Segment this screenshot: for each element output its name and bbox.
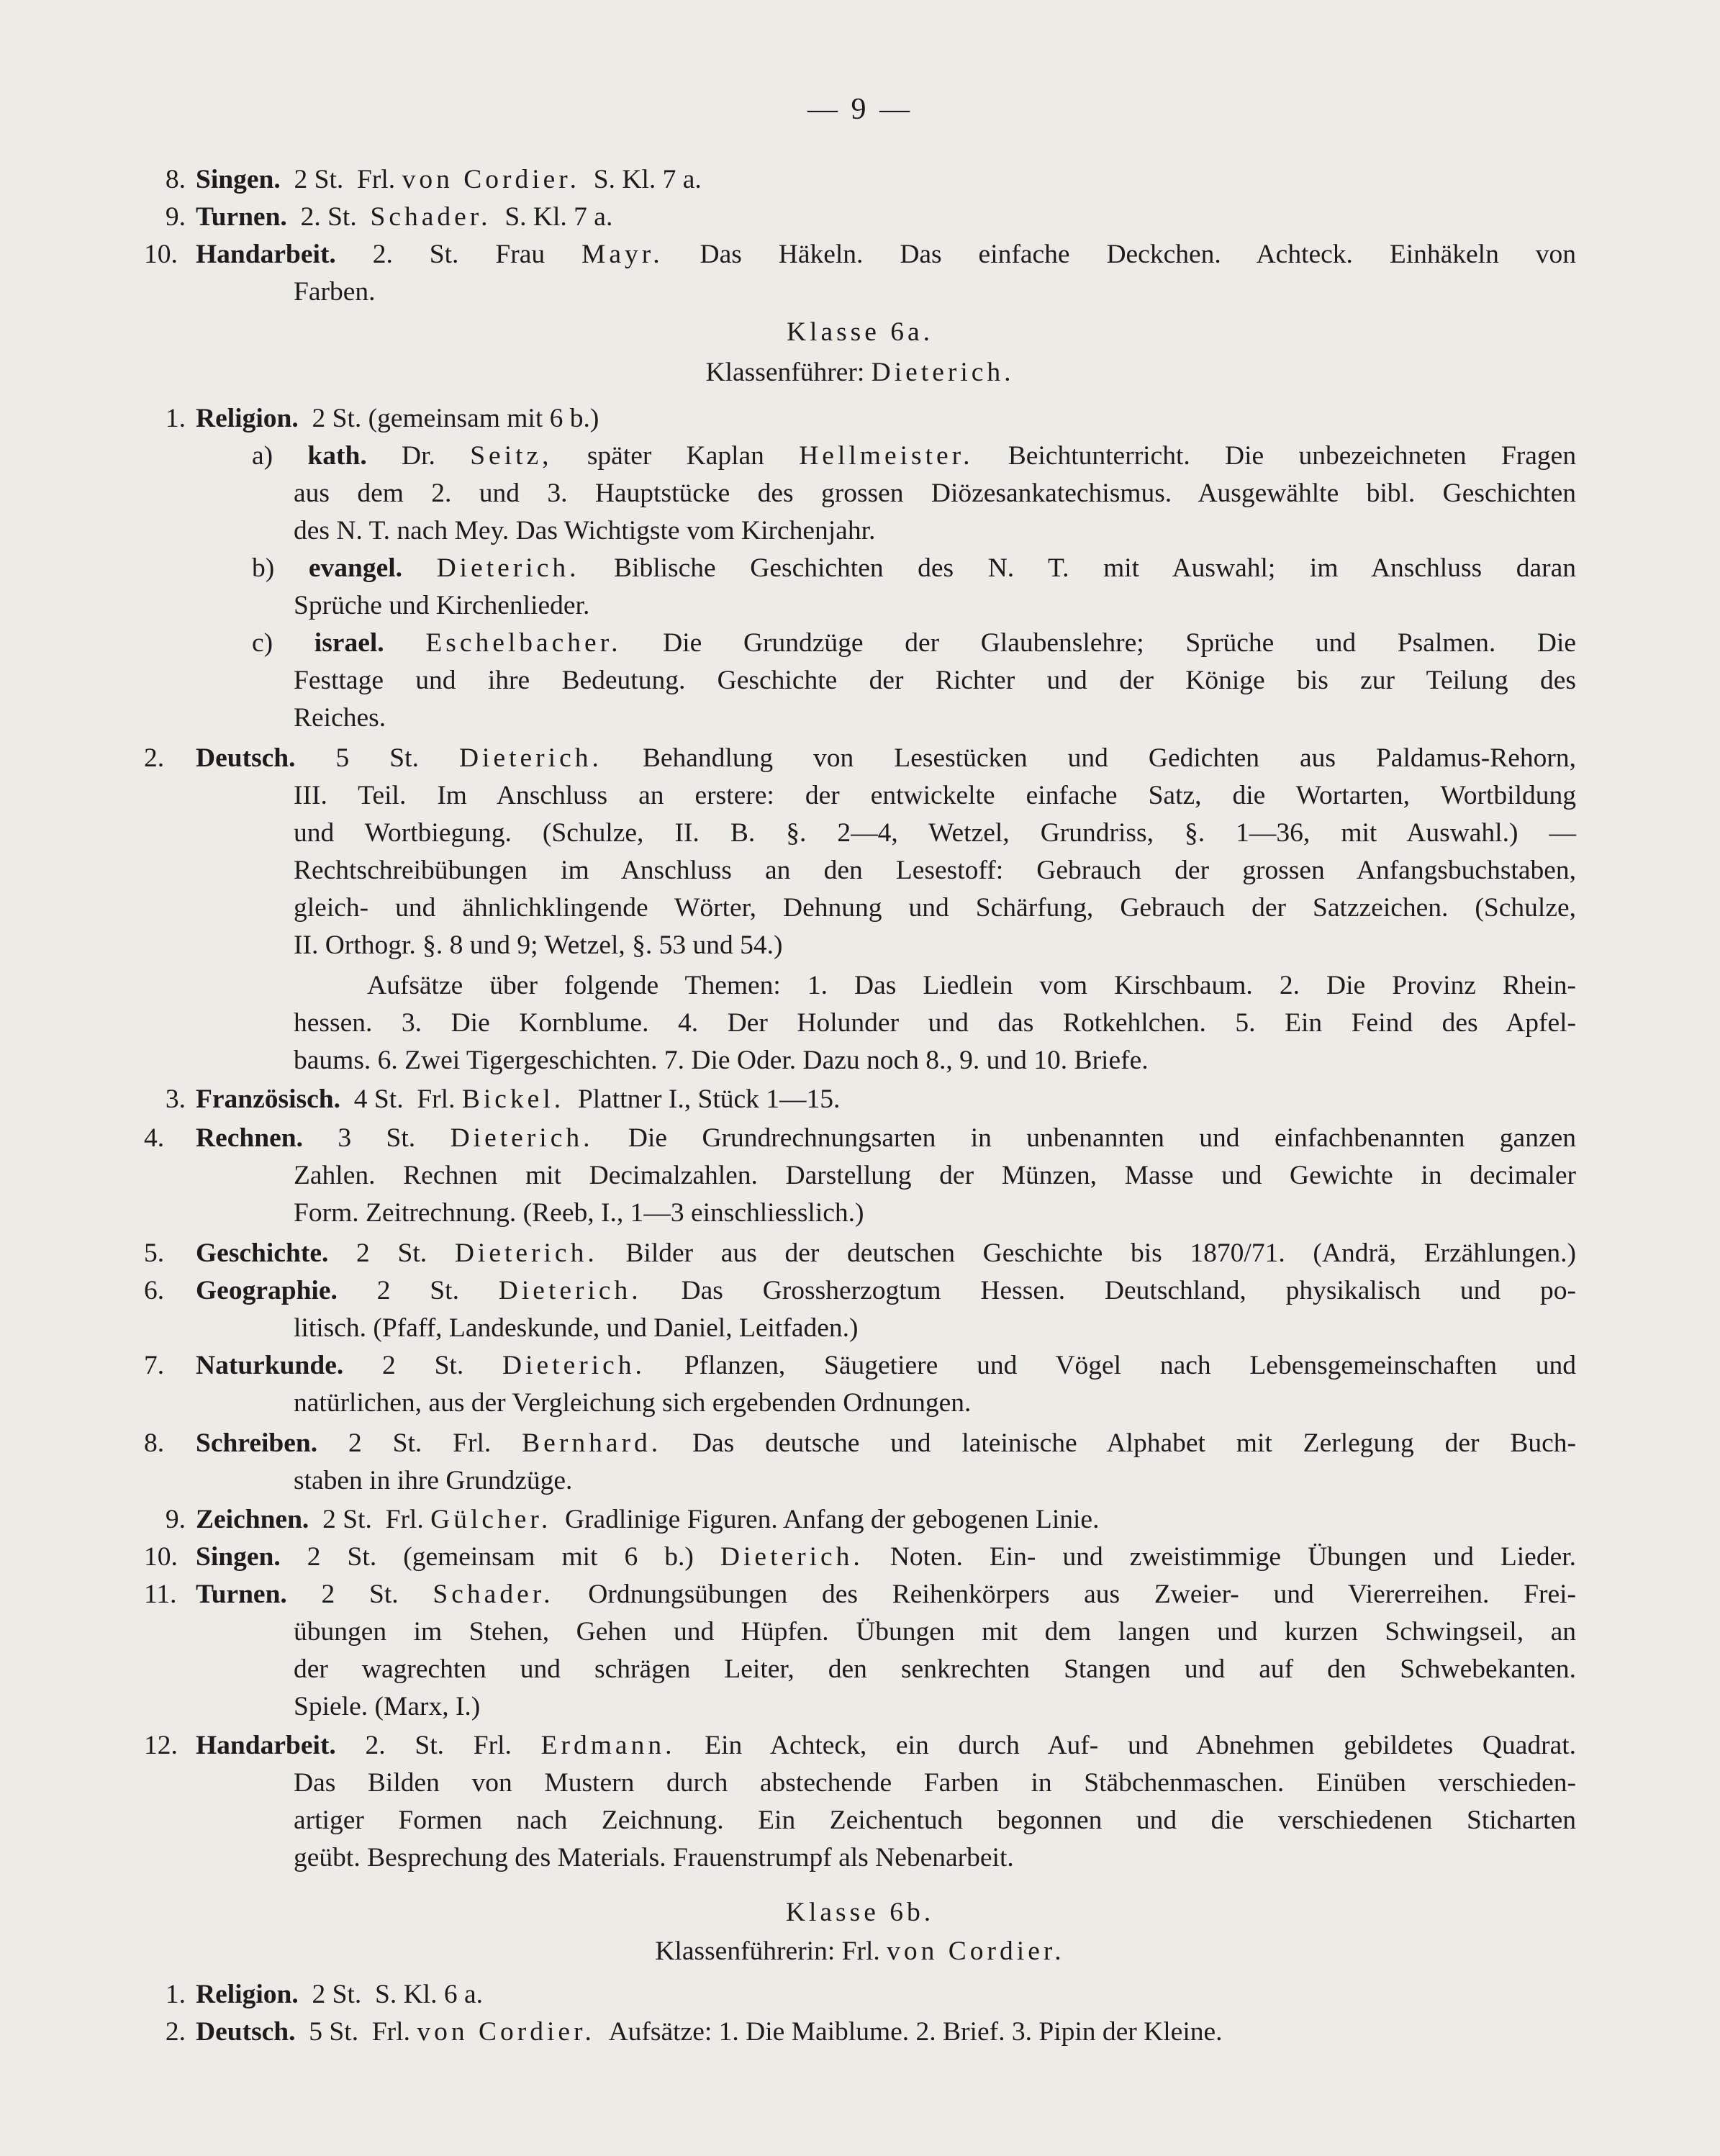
deutsch-line3: und Wortbiegung. (Schulze, II. B. §. 2—4, Wetzel, Grundriss, §. 1—36, mit Auswahl.) — xyxy=(294,818,1576,848)
entry-rechnen-6a: 4. Rechnen. 3 St. Dieterich. Die Grundrechnungsarten in unbenannten und einfachbenannten ganzen xyxy=(144,1123,1576,1153)
deutsch-aufsaetze-line1: Aufsätze über folgende Themen: 1. Das Liedlein vom Kirschbaum. 2. Die Provinz Rhein- xyxy=(367,971,1576,1000)
religion-israel-line2: Festtage und ihre Bedeutung. Geschichte der Richter und der Könige bis zur Teilung des xyxy=(294,666,1576,695)
entry-naturkunde-6a: 7. Naturkunde. 2 St. Dieterich. Pflanzen, Säugetiere und Vögel nach Lebensgemeinschaften und xyxy=(144,1351,1577,1380)
entry-singen-7a: 8. Singen. 2 St. Frl. von Cordier. S. Kl. 7 a. xyxy=(165,165,702,194)
entry-handarbeit-7a: 10. Handarbeit. 2. St. Frau Mayr. Das Häkeln. Das einfache Deckchen. Achteck. Einhäkeln von xyxy=(144,240,1577,269)
geographie-line2: litisch. (Pfaff, Landeskunde, und Daniel, Leitfaden.) xyxy=(294,1313,859,1343)
handarbeit-line2: Das Bilden von Mustern durch abstechende Farben in Stäbchenmaschen. Einüben verschieden- xyxy=(294,1768,1576,1798)
deutsch-aufsaetze-line2: hessen. 3. Die Kornblume. 4. Der Holunder und das Rotkehlchen. 5. Ein Feind des Apfel- xyxy=(294,1008,1576,1038)
class-leader-6b: Klassenführerin: Frl. von Cordier. xyxy=(655,1937,1065,1966)
entry-religion-6a: 1. Religion. 2 St. (gemeinsam mit 6 b.) xyxy=(165,404,599,433)
deutsch-line2: III. Teil. Im Anschluss an erstere: der entwickelte einfache Satz, die Wortarten, Wortbildung xyxy=(294,781,1576,810)
religion-israel-line3: Reiches. xyxy=(294,703,386,733)
entry-deutsch-6b: 2. Deutsch. 5 St. Frl. von Cordier. Aufsätze: 1. Die Maiblume. 2. Brief. 3. Pipin der Kleine. xyxy=(165,2017,1223,2047)
entry-franzoesisch-6a: 3. Französisch. 4 St. Frl. Bickel. Plattner I., Stück 1—15. xyxy=(165,1084,841,1114)
religion-evangel: b) evangel. Dieterich. Biblische Geschichten des N. T. mit Auswahl; im Anschluss daran xyxy=(252,553,1576,583)
deutsch-line4: Rechtschreibübungen im Anschluss an den Lesestoff: Gebrauch der grossen Anfangsbuchstaben, xyxy=(294,856,1576,885)
turnen-line4: Spiele. (Marx, I.) xyxy=(294,1692,481,1721)
entry-turnen-6a: 11. Turnen. 2 St. Schader. Ordnungsübungen des Reihenkörpers aus Zweier- und Viererreihen. Frei- xyxy=(144,1580,1577,1609)
religion-evangel-line2: Sprüche und Kirchenlieder. xyxy=(294,591,590,620)
class-leader-6a: Klassenführer: Dieterich. xyxy=(705,358,1015,387)
religion-kath-line3: des N. T. nach Mey. Das Wichtigste vom Kirchenjahr. xyxy=(294,516,876,545)
religion-israel: c) israel. Eschelbacher. Die Grundzüge der Glaubenslehre; Sprüche und Psalmen. Die xyxy=(252,628,1577,658)
handarbeit-line4: geübt. Besprechung des Materials. Frauenstrumpf als Nebenarbeit. xyxy=(294,1843,1014,1872)
page-number: — 9 — xyxy=(807,93,913,126)
entry-handarbeit-7a-cont: Farben. xyxy=(294,277,376,307)
rechnen-line2: Zahlen. Rechnen mit Decimalzahlen. Darstellung der Münzen, Masse und Gewichte in decimaler xyxy=(294,1161,1576,1190)
rechnen-line3: Form. Zeitrechnung. (Reeb, I., 1—3 einschliesslich.) xyxy=(294,1198,864,1228)
religion-kath-line2: aus dem 2. und 3. Hauptstücke des grossen Diözesankatechismus. Ausgewählte bibl. Geschichten xyxy=(294,479,1576,508)
entry-schreiben-6a: 8. Schreiben. 2 St. Frl. Bernhard. Das deutsche und lateinische Alphabet mit Zerlegung der Buch- xyxy=(144,1428,1577,1458)
entry-handarbeit-6a: 12. Handarbeit. 2. St. Frl. Erdmann. Ein Achteck, ein durch Auf- und Abnehmen gebildetes Quadrat. xyxy=(144,1731,1577,1760)
deutsch-line6: II. Orthogr. §. 8 und 9; Wetzel, §. 53 und 54.) xyxy=(294,930,783,960)
class-heading-6a: Klasse 6a. xyxy=(786,317,934,347)
deutsch-line5: gleich- und ähnlichklingende Wörter, Dehnung und Schärfung, Gebrauch der Satzzeichen. (Schulze, xyxy=(294,893,1576,923)
entry-geographie-6a: 6. Geographie. 2 St. Dieterich. Das Grossherzogtum Hessen. Deutschland, physikalisch und po- xyxy=(144,1276,1576,1305)
deutsch-aufsaetze-line3: baums. 6. Zwei Tigergeschichten. 7. Die Oder. Dazu noch 8., 9. und 10. Briefe. xyxy=(294,1046,1149,1075)
entry-geschichte-6a: 5. Geschichte. 2 St. Dieterich. Bilder aus der deutschen Geschichte bis 1870/71. (Andrä, Erzählungen.) xyxy=(144,1238,1576,1268)
schreiben-line2: staben in ihre Grundzüge. xyxy=(294,1466,573,1495)
naturkunde-line2: natürlichen, aus der Vergleichung sich ergebenden Ordnungen. xyxy=(294,1388,972,1418)
handarbeit-line3: artiger Formen nach Zeichnung. Ein Zeichentuch begonnen und die verschiedenen Sticharten xyxy=(294,1806,1576,1835)
entry-zeichnen-6a: 9. Zeichnen. 2 St. Frl. Gülcher. Gradlinige Figuren. Anfang der gebogenen Linie. xyxy=(165,1505,1100,1534)
religion-kath: a) kath. Dr. Seitz, später Kaplan Hellmeister. Beichtunterricht. Die unbezeichneten Fragen xyxy=(252,441,1577,471)
entry-deutsch-6a: 2. Deutsch. 5 St. Dieterich. Behandlung von Lesestücken und Gedichten aus Paldamus-Rehorn, xyxy=(144,743,1577,773)
entry-singen-6a: 10. Singen. 2 St. (gemeinsam mit 6 b.) Dieterich. Noten. Ein- und zweistimmige Übungen und Lieder. xyxy=(144,1542,1577,1572)
entry-religion-6b: 1. Religion. 2 St. S. Kl. 6 a. xyxy=(165,1980,483,2009)
class-heading-6b: Klasse 6b. xyxy=(785,1898,935,1927)
turnen-line2: übungen im Stehen, Gehen und Hüpfen. Übungen mit dem langen und kurzen Schwingseil, an xyxy=(294,1617,1576,1647)
turnen-line3: der wagrechten und schrägen Leiter, den senkrechten Stangen und auf den Schwebekanten. xyxy=(294,1654,1576,1684)
entry-turnen-7a: 9. Turnen. 2. St. Schader. S. Kl. 7 a. xyxy=(165,202,613,232)
